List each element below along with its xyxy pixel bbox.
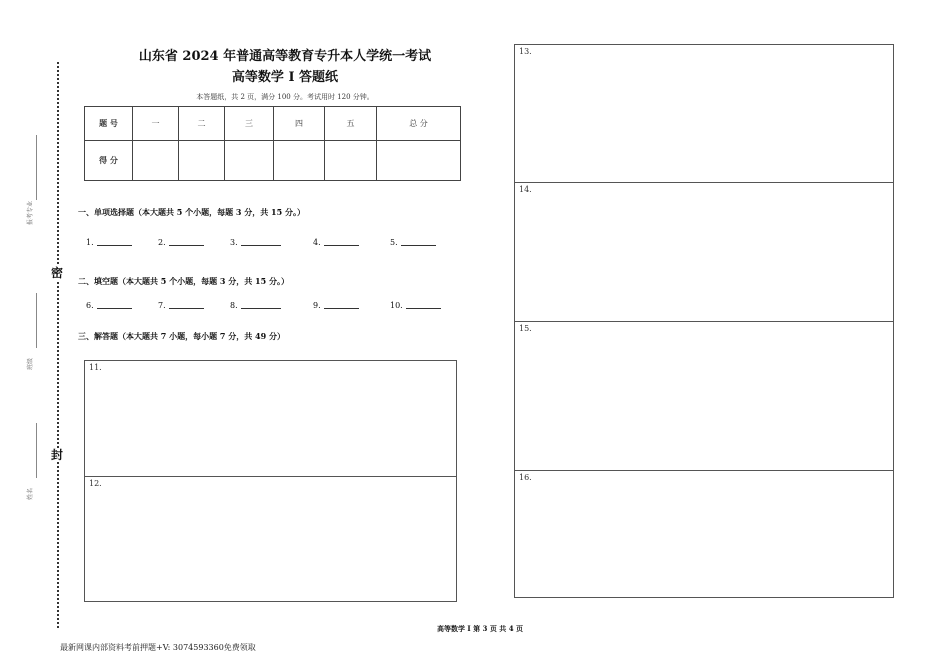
answer-box-14[interactable]	[514, 182, 894, 322]
section-3-title: 三、解答题（本大题共 7 小题，每小题 7 分，共 49 分）	[78, 331, 285, 341]
question-number-header: 题 号	[85, 107, 133, 141]
answer-blank[interactable]	[158, 301, 204, 310]
answer-blank[interactable]	[230, 238, 281, 247]
score-row-header: 得 分	[85, 141, 133, 181]
col-5: 五	[325, 107, 377, 141]
answer-box-16[interactable]	[514, 470, 894, 598]
blank-number: 4.	[313, 238, 321, 247]
col-4: 四	[274, 107, 325, 141]
blank-number: 1.	[86, 238, 94, 247]
blank-number: 8.	[230, 301, 238, 310]
blank-number: 2.	[158, 238, 166, 247]
seal-mark-mi: 密	[51, 266, 64, 280]
major-field-label: 报考专业	[27, 200, 34, 225]
blank-number: 9.	[313, 301, 321, 310]
answer-blank[interactable]	[230, 301, 281, 310]
exam-instructions: 本答题纸，共 2 页，满分 100 分。考试用时 120 分钟。	[196, 93, 374, 101]
col-2: 二	[179, 107, 225, 141]
score-cell-4[interactable]	[274, 141, 325, 181]
binding-dotted-line	[57, 62, 59, 628]
question-number: 16.	[519, 473, 532, 482]
score-cell-total[interactable]	[377, 141, 461, 181]
class-field-line	[36, 293, 37, 348]
class-field-label: 班级	[27, 357, 34, 370]
score-table	[84, 106, 461, 181]
seal-mark-feng: 封	[51, 448, 64, 462]
name-field-line	[36, 423, 37, 478]
col-total: 总 分	[377, 107, 461, 141]
major-field-line	[36, 135, 37, 200]
exam-title: 山东省 2024 年普通高等教育专升本人学统一考试	[138, 49, 432, 64]
answer-blank[interactable]	[390, 301, 441, 310]
answer-blank[interactable]	[313, 301, 359, 310]
score-cell-3[interactable]	[225, 141, 274, 181]
name-field-label: 姓名	[27, 487, 34, 500]
score-cell-2[interactable]	[179, 141, 225, 181]
question-number: 15.	[519, 324, 532, 333]
page-footer: 高等数学 I 第 3 页 共 4 页	[436, 624, 524, 633]
blank-number: 10.	[390, 301, 403, 310]
question-number: 11.	[89, 363, 102, 372]
answer-box-15[interactable]	[514, 321, 894, 471]
blank-number: 6.	[86, 301, 94, 310]
blank-number: 7.	[158, 301, 166, 310]
score-cell-5[interactable]	[325, 141, 377, 181]
question-number: 12.	[89, 479, 102, 488]
answer-blank[interactable]	[313, 238, 359, 247]
col-3: 三	[225, 107, 274, 141]
section-2-title: 二、填空题（本大题共 5 个小题，每题 3 分，共 15 分。）	[78, 276, 289, 286]
answer-blank[interactable]	[86, 238, 132, 247]
answer-blank[interactable]	[390, 238, 436, 247]
score-cell-1[interactable]	[133, 141, 179, 181]
answer-box-11[interactable]	[84, 360, 457, 477]
section-1-title: 一、单项选择题（本大题共 5 个小题，每题 3 分，共 15 分。）	[78, 207, 305, 217]
answer-box-13[interactable]	[514, 44, 894, 183]
blank-number: 3.	[230, 238, 238, 247]
subject-title: 高等数学 I 答题纸	[231, 70, 339, 85]
answer-box-12[interactable]	[84, 476, 457, 602]
question-number: 13.	[519, 47, 532, 56]
watermark-note: 最新网课内部资料考前押题+V: 3074593360免费领取	[60, 643, 256, 652]
answer-blank[interactable]	[86, 301, 132, 310]
blank-number: 5.	[390, 238, 398, 247]
col-1: 一	[133, 107, 179, 141]
question-number: 14.	[519, 185, 532, 194]
answer-blank[interactable]	[158, 238, 204, 247]
